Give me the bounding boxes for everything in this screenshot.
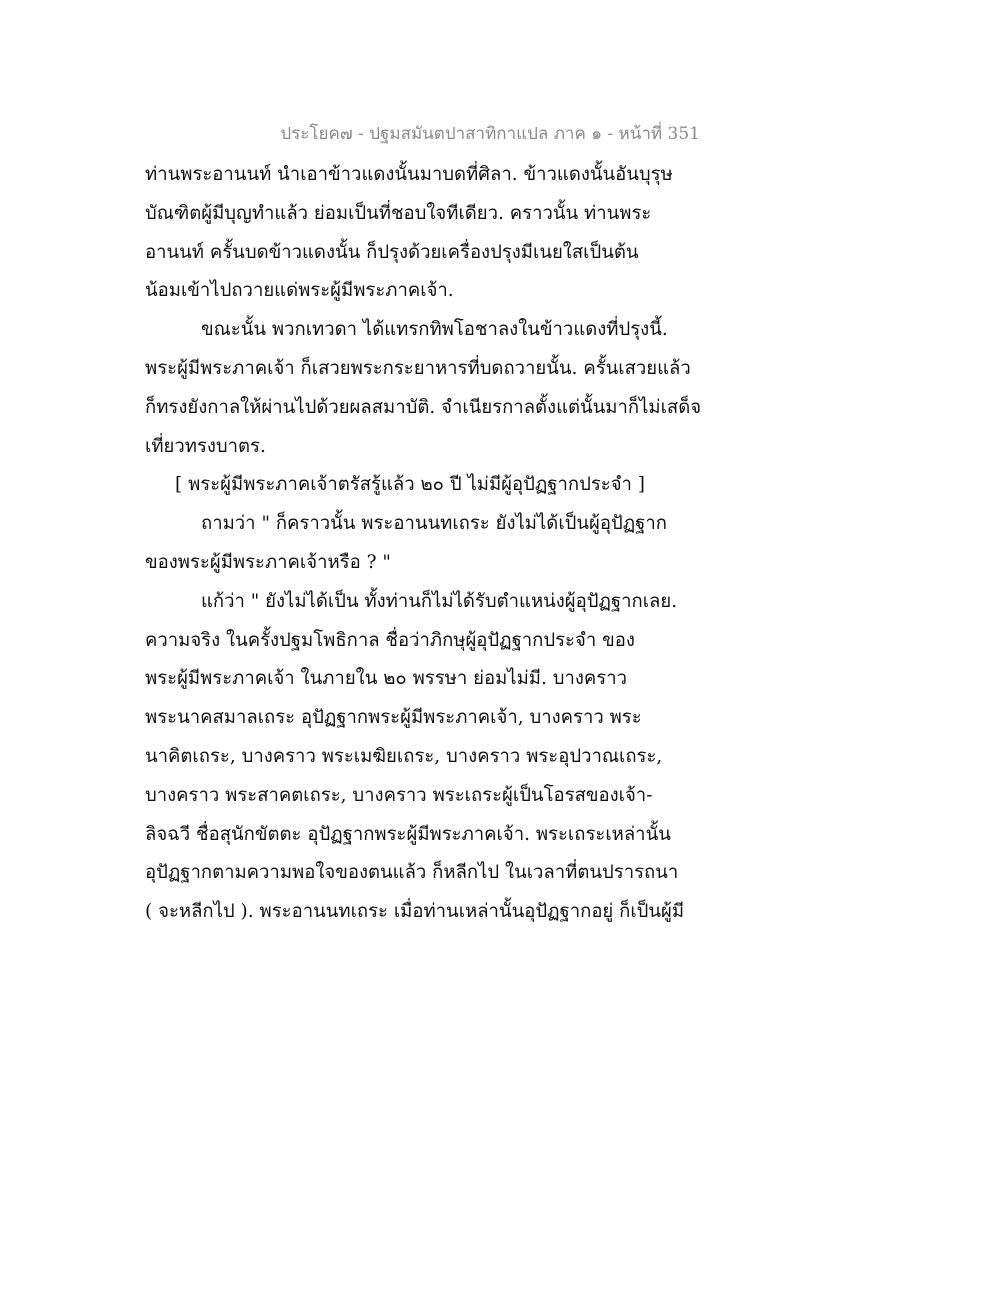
paragraph-start-line: แก้ว่า " ยังไม่ได้เป็น ทั้งท่านก็ไม่ได้รับตำแหน่งผู้อุปัฏฐากเลย. — [201, 590, 678, 612]
text-line: ลิจฉวี ชื่อสุนักขัตตะ อุปัฏฐากพระผู้มีพระภาคเจ้า. พระเถระเหล่านั้น — [145, 823, 671, 845]
text-line: บัณฑิตผู้มีบุญทำแล้ว ย่อมเป็นที่ชอบใจทีเดียว. คราวนั้น ท่านพระ — [145, 202, 652, 224]
text-line: ก็ทรงยังกาลให้ผ่านไปด้วยผลสมาบัติ. จำเนียรกาลตั้งแต่นั้นมาก็ไม่เสด็จ — [145, 396, 702, 418]
text-line: พระนาคสมาลเถระ อุปัฏฐากพระผู้มีพระภาคเจ้า, บางคราว พระ — [145, 707, 642, 729]
section-heading: [ พระผู้มีพระภาคเจ้าตรัสรู้แล้ว ๒๐ ปี ไม่มีผู้อุปัฏฐากประจำ ] — [175, 474, 646, 496]
body-text — [145, 156, 715, 932]
text-line: เที่ยวทรงบาตร. — [145, 435, 266, 457]
text-line: นาคิตเถระ, บางคราว พระเมฆิยเถระ, บางคราว พระอุปวาณเถระ, — [145, 745, 663, 767]
text-line: อานนท์ ครั้นบดข้าวแดงนั้น ก็ปรุงด้วยเครื่องปรุงมีเนยใสเป็นต้น — [145, 241, 639, 263]
text-line: อุปัฏฐากตามความพอใจของตนแล้ว ก็หลีกไป ในเวลาที่ตนปรารถนา — [145, 862, 679, 884]
text-line: ความจริง ในครั้งปฐมโพธิกาล ชื่อว่าภิกษุผู้อุปัฏฐากประจำ ของ — [145, 629, 635, 651]
running-header: ประโยค๗ - ปฐมสมันตปาสาทิกาแปล ภาค ๑ - หน้าที่ 351 — [280, 124, 700, 144]
text-line: พระผู้มีพระภาคเจ้า ก็เสวยพระกระยาหารที่บดถวายนั้น. ครั้นเสวยแล้ว — [145, 357, 691, 379]
paragraph-start-line: ขณะนั้น พวกเทวดา ได้แทรกทิพโอชาลงในข้าวแดงที่ปรุงนี้. — [201, 319, 668, 341]
text-line: บางคราว พระสาคตเถระ, บางคราว พระเถระผู้เป็นโอรสของเจ้า- — [145, 784, 653, 806]
paragraph-start-line: ถามว่า " ก็คราวนั้น พระอานนทเถระ ยังไม่ได้เป็นผู้อุปัฏฐาก — [201, 513, 667, 535]
text-line: ของพระผู้มีพระภาคเจ้าหรือ ? " — [145, 551, 391, 573]
text-line: ท่านพระอานนท์ นำเอาข้าวแดงนั้นมาบดที่ศิลา. ข้าวแดงนั้นอันบุรุษ — [145, 164, 673, 185]
text-line: น้อมเข้าไปถวายแด่พระผู้มีพระภาคเจ้า. — [145, 280, 454, 302]
text-line: พระผู้มีพระภาคเจ้า ในภายใน ๒๐ พรรษา ย่อมไม่มี. บางคราว — [145, 668, 627, 690]
text-line: ( จะหลีกไป ). พระอานนทเถระ เมื่อท่านเหล่านั้นอุปัฏฐากอยู่ ก็เป็นผู้มี — [145, 901, 685, 923]
